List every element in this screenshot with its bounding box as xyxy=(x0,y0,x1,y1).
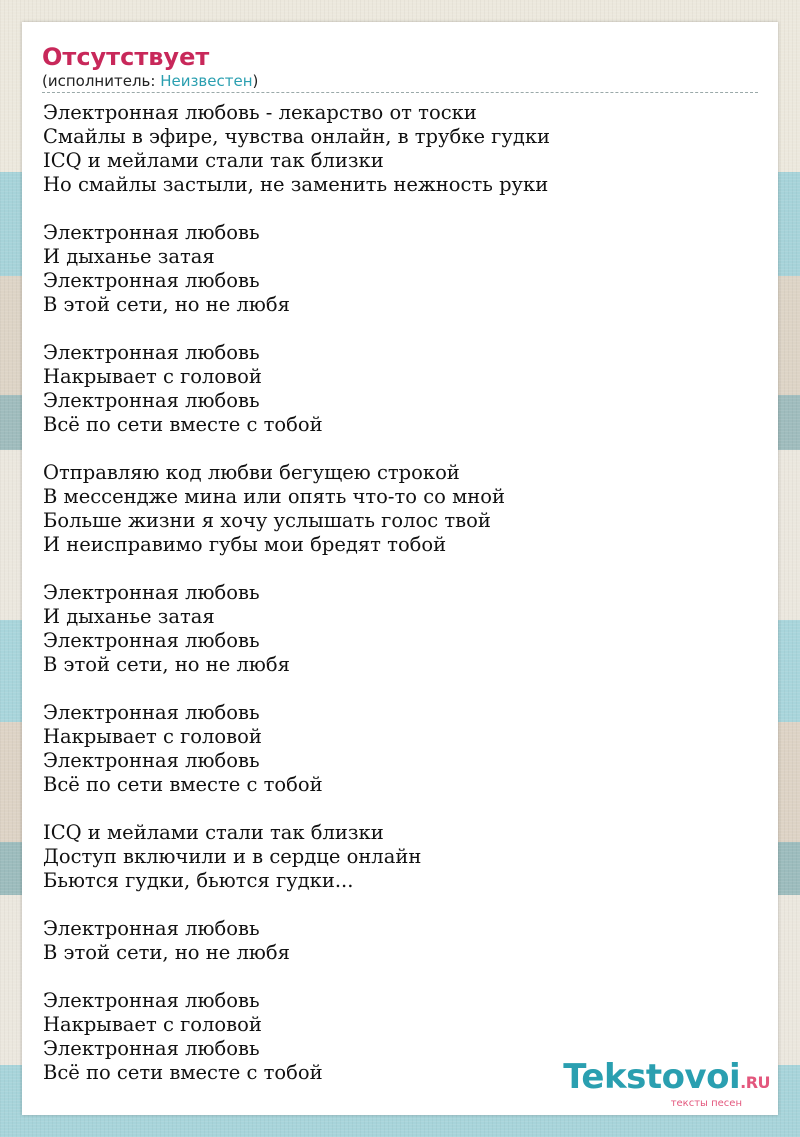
lyric-line: Больше жизни я хочу услышать голос твой xyxy=(43,509,491,532)
lyric-line: Электронная любовь xyxy=(43,1037,260,1060)
lyric-line: Накрывает с головой xyxy=(43,1013,262,1036)
verse xyxy=(43,821,759,893)
verse xyxy=(43,917,759,965)
verse xyxy=(43,101,759,197)
lyric-line: Но смайлы застыли, не заменить нежность руки xyxy=(43,173,549,196)
lyric-line: Электронная любовь xyxy=(43,581,260,604)
lyrics-sheet xyxy=(22,22,778,1115)
lyric-line: Смайлы в эфире, чувства онлайн, в трубке гудки xyxy=(43,125,551,148)
lyric-line: Электронная любовь - лекарство от тоски xyxy=(43,101,477,124)
verse xyxy=(43,221,759,317)
lyric-line: И дыханье затая xyxy=(43,245,215,268)
song-header xyxy=(42,42,758,93)
lyric-line: Всё по сети вместе с тобой xyxy=(43,1061,323,1084)
lyric-line: В этой сети, но не любя xyxy=(43,941,290,964)
artist-line xyxy=(42,72,758,90)
site-logo[interactable] xyxy=(563,1057,770,1109)
lyric-line: Электронная любовь xyxy=(43,749,260,772)
lyric-line: В мессендже мина или опять что-то со мной xyxy=(43,485,506,508)
lyric-line: Накрывает с головой xyxy=(43,725,262,748)
lyric-line: В этой сети, но не любя xyxy=(43,653,290,676)
logo-main-text: Tekstovoi xyxy=(563,1057,741,1097)
lyric-line: Электронная любовь xyxy=(43,629,260,652)
lyric-line: И дыханье затая xyxy=(43,605,215,628)
verse xyxy=(43,701,759,797)
lyric-line: Отправляю код любви бегущею строкой xyxy=(43,461,460,484)
verse xyxy=(43,341,759,437)
lyric-line: Электронная любовь xyxy=(43,989,260,1012)
logo-subtitle: тексты песен xyxy=(670,1098,742,1109)
artist-prefix: (исполнитель: xyxy=(42,72,161,90)
lyric-line: Электронная любовь xyxy=(43,389,260,412)
logo-wordmark xyxy=(563,1057,770,1100)
lyric-line: Электронная любовь xyxy=(43,917,260,940)
lyric-line: Всё по сети вместе с тобой xyxy=(43,413,323,436)
lyric-line: И неисправимо губы мои бредят тобой xyxy=(43,533,447,556)
lyric-line: Бьются гудки, бьются гудки... xyxy=(43,869,354,892)
verse xyxy=(43,461,759,557)
lyric-line: В этой сети, но не любя xyxy=(43,293,290,316)
song-title: Отсутствует xyxy=(42,43,210,71)
lyric-line: Электронная любовь xyxy=(43,341,260,364)
lyric-line: Электронная любовь xyxy=(43,269,260,292)
lyric-line: Накрывает с головой xyxy=(43,365,262,388)
logo-tld: .RU xyxy=(740,1073,770,1092)
lyric-line: Электронная любовь xyxy=(43,221,260,244)
lyric-line: Электронная любовь xyxy=(43,701,260,724)
artist-suffix: ) xyxy=(252,72,259,90)
lyric-line: ICQ и мейлами стали так близки xyxy=(43,821,384,844)
verse xyxy=(43,581,759,677)
lyric-line: Всё по сети вместе с тобой xyxy=(43,773,323,796)
lyric-line: ICQ и мейлами стали так близки xyxy=(43,149,384,172)
lyric-line: Доступ включили и в сердце онлайн xyxy=(43,845,422,868)
artist-link[interactable]: Неизвестен xyxy=(160,72,253,90)
lyrics-body xyxy=(43,101,759,1109)
